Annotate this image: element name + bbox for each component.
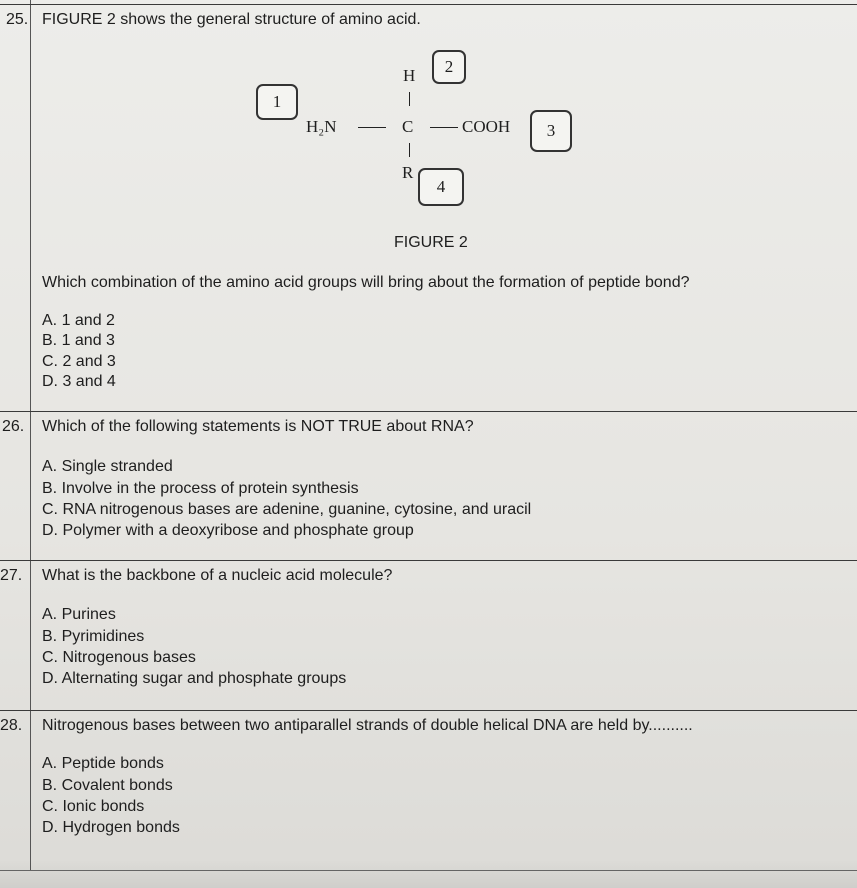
q26-option-a[interactable]: A. Single stranded [42,458,173,475]
bond-c-cooh [430,127,458,128]
q28-option-c[interactable]: C. Ionic bonds [42,798,145,815]
label-box-1: 1 [256,84,298,120]
alpha-carbon: C [402,117,414,136]
divider-q28 [0,710,857,711]
q28-question: Nitrogenous bases between two antiparallel strands of double helical DNA are held by.......... [42,717,693,734]
label-box-3: 3 [530,110,572,152]
q26-question: Which of the following statements is NOT TRUE about RNA? [42,418,474,435]
q26-option-c[interactable]: C. RNA nitrogenous bases are adenine, guanine, cytosine, and uracil [42,501,532,518]
q26-option-d[interactable]: D. Polymer with a deoxyribose and phosphate group [42,522,414,539]
q27-option-a[interactable]: A. Purines [42,606,116,623]
q25-prompt: FIGURE 2 shows the general structure of amino acid. [42,11,421,28]
q25-number: 25. [6,11,29,28]
q25-option-b[interactable]: B. 1 and 3 [42,332,115,349]
q28-option-d[interactable]: D. Hydrogen bonds [42,819,180,836]
q27-option-c[interactable]: C. Nitrogenous bases [42,649,196,666]
left-margin-line [30,0,31,870]
q27-question: What is the backbone of a nucleic acid molecule? [42,567,393,584]
page-shadow [0,860,857,888]
bond-h-c [409,92,410,106]
q25-question: Which combination of the amino acid groups will bring about the formation of peptide bond? [42,274,690,291]
q27-option-b[interactable]: B. Pyrimidines [42,628,145,645]
label-box-4: 4 [418,168,464,206]
q25-option-d[interactable]: D. 3 and 4 [42,373,116,390]
hydrogen-atom: H [403,66,416,85]
bond-c-r [409,143,410,157]
figure-caption: FIGURE 2 [394,234,468,251]
divider-top [0,4,857,5]
label-box-2: 2 [432,50,466,84]
r-group: R [402,163,414,182]
q27-option-d[interactable]: D. Alternating sugar and phosphate groups [42,670,347,687]
q28-option-b[interactable]: B. Covalent bonds [42,777,173,794]
carboxyl-group: COOH [462,117,511,136]
q28-number: 28. [0,717,23,734]
q25-option-a[interactable]: A. 1 and 2 [42,312,115,329]
divider-q26 [0,411,857,412]
q25-option-c[interactable]: C. 2 and 3 [42,353,116,370]
q28-option-a[interactable]: A. Peptide bonds [42,755,164,772]
bond-n-c [358,127,386,128]
amino-group: H₂N [306,117,337,136]
divider-q27 [0,560,857,561]
q26-option-b[interactable]: B. Involve in the process of protein synthesis [42,480,359,497]
q27-number: 27. [0,567,23,584]
q26-number: 26. [2,418,25,435]
